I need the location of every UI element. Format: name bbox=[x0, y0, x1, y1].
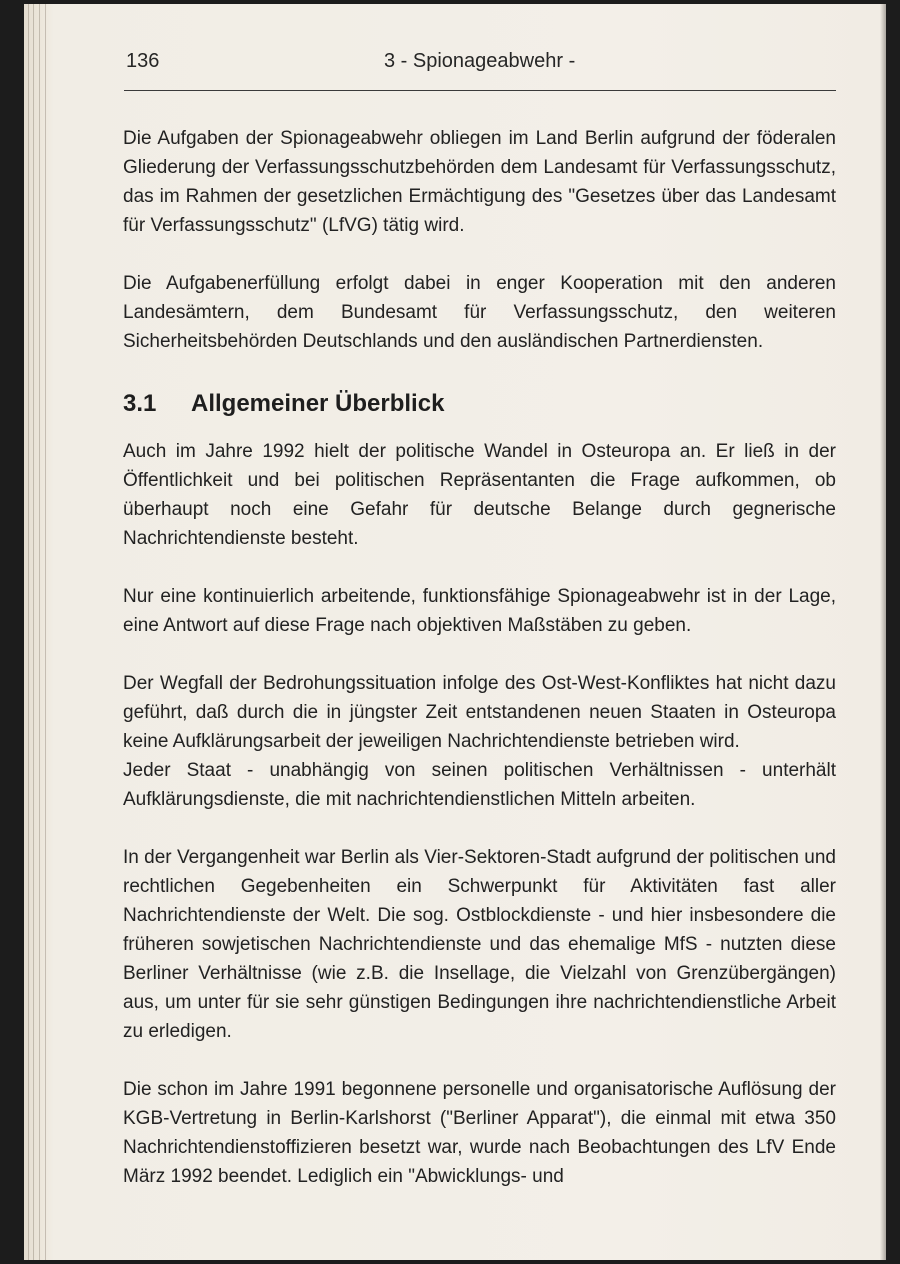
intro-paragraph: Die Aufgaben der Spionageabwehr obliegen im Land Berlin aufgrund der föderalen Gliederung der Verfassungsschutzbehörden dem Landesamt für Verfassungsschutz, das im Rahmen der gesetzlichen Ermächtigung des "Gesetzes über das Landesamt für Verfassungsschutz" (LfVG) tätig wird. bbox=[123, 128, 836, 236]
intro-paragraph: Die Aufgabenerfüllung erfolgt dabei in enger Kooperation mit den anderen Landesämtern, dem Bundesamt für Verfassungsschutz, den weiteren Sicherheitsbehörden Deutschlands und den ausländischen Partnerdiensten. bbox=[123, 273, 836, 352]
section-title: Allgemeiner Überblick bbox=[191, 390, 445, 417]
section-paragraph: In der Vergangenheit war Berlin als Vier-Sektoren-Stadt aufgrund der politischen und rechtlichen Gegebenheiten ein Schwerpunkt für Aktivitäten fast aller Nachrichtendienste der Welt. Die sog. Ostblockdienste - und hier insbesondere die früheren sowjetischen Nachrichtendienste und das ehemalige MfS - nutzten diese Berliner Verhältnisse (wie z.B. die Insellage, die Vielzahl von Grenzübergängen) aus, um unter für sie sehr günstigen Bedingungen ihre nachrichtendienstliche Arbeit zu erledigen. bbox=[123, 847, 836, 1042]
body-text bbox=[123, 124, 836, 1220]
page-number: 136 bbox=[126, 50, 160, 72]
section-paragraph: Die schon im Jahre 1991 begonnene personelle und organisatorische Auflösung der KGB-Vertretung in Berlin-Karlshorst ("Berliner Apparat"), die einmal mit etwa 350 Nachrichtendienstoffizieren besetzt war, wurde nach Beobachtungen des LfV Ende März 1992 beendet. Lediglich ein "Abwicklungs- und bbox=[123, 1079, 836, 1187]
section-heading bbox=[123, 385, 836, 423]
chapter-title: 3 - Spionageabwehr - bbox=[384, 50, 576, 72]
page-edge-line bbox=[33, 4, 34, 1260]
header-rule bbox=[124, 90, 836, 91]
page-shadow bbox=[880, 4, 886, 1260]
page-edge-line bbox=[39, 4, 40, 1260]
section-paragraph: Jeder Staat - unabhängig von seinen politischen Verhältnissen - unterhält Aufklärungsdienste, die mit nachrichtendienstlichen Mitteln arbeiten. bbox=[123, 760, 836, 810]
page-header bbox=[124, 50, 836, 80]
section-number: 3.1 bbox=[123, 390, 157, 417]
section-paragraph: Nur eine kontinuierlich arbeitende, funktionsfähige Spionageabwehr ist in der Lage, eine Antwort auf diese Frage nach objektiven Maßstäben zu geben. bbox=[123, 586, 836, 636]
page-edge-line bbox=[28, 4, 29, 1260]
section-paragraph: Der Wegfall der Bedrohungssituation infolge des Ost-West-Konfliktes hat nicht dazu geführt, daß durch die in jüngster Zeit entstandenen neuen Staaten in Osteuropa keine Aufklärungsarbeit der jeweiligen Nachrichtendienste betrieben wird. bbox=[123, 673, 836, 752]
section-paragraph: Auch im Jahre 1992 hielt der politische Wandel in Osteuropa an. Er ließ in der Öffentlichkeit und bei politischen Repräsentanten die Frage aufkommen, ob überhaupt noch eine Gefahr für deutsche Belange durch gegnerische Nachrichtendienste besteht. bbox=[123, 441, 836, 549]
page-edge-line bbox=[45, 4, 46, 1260]
